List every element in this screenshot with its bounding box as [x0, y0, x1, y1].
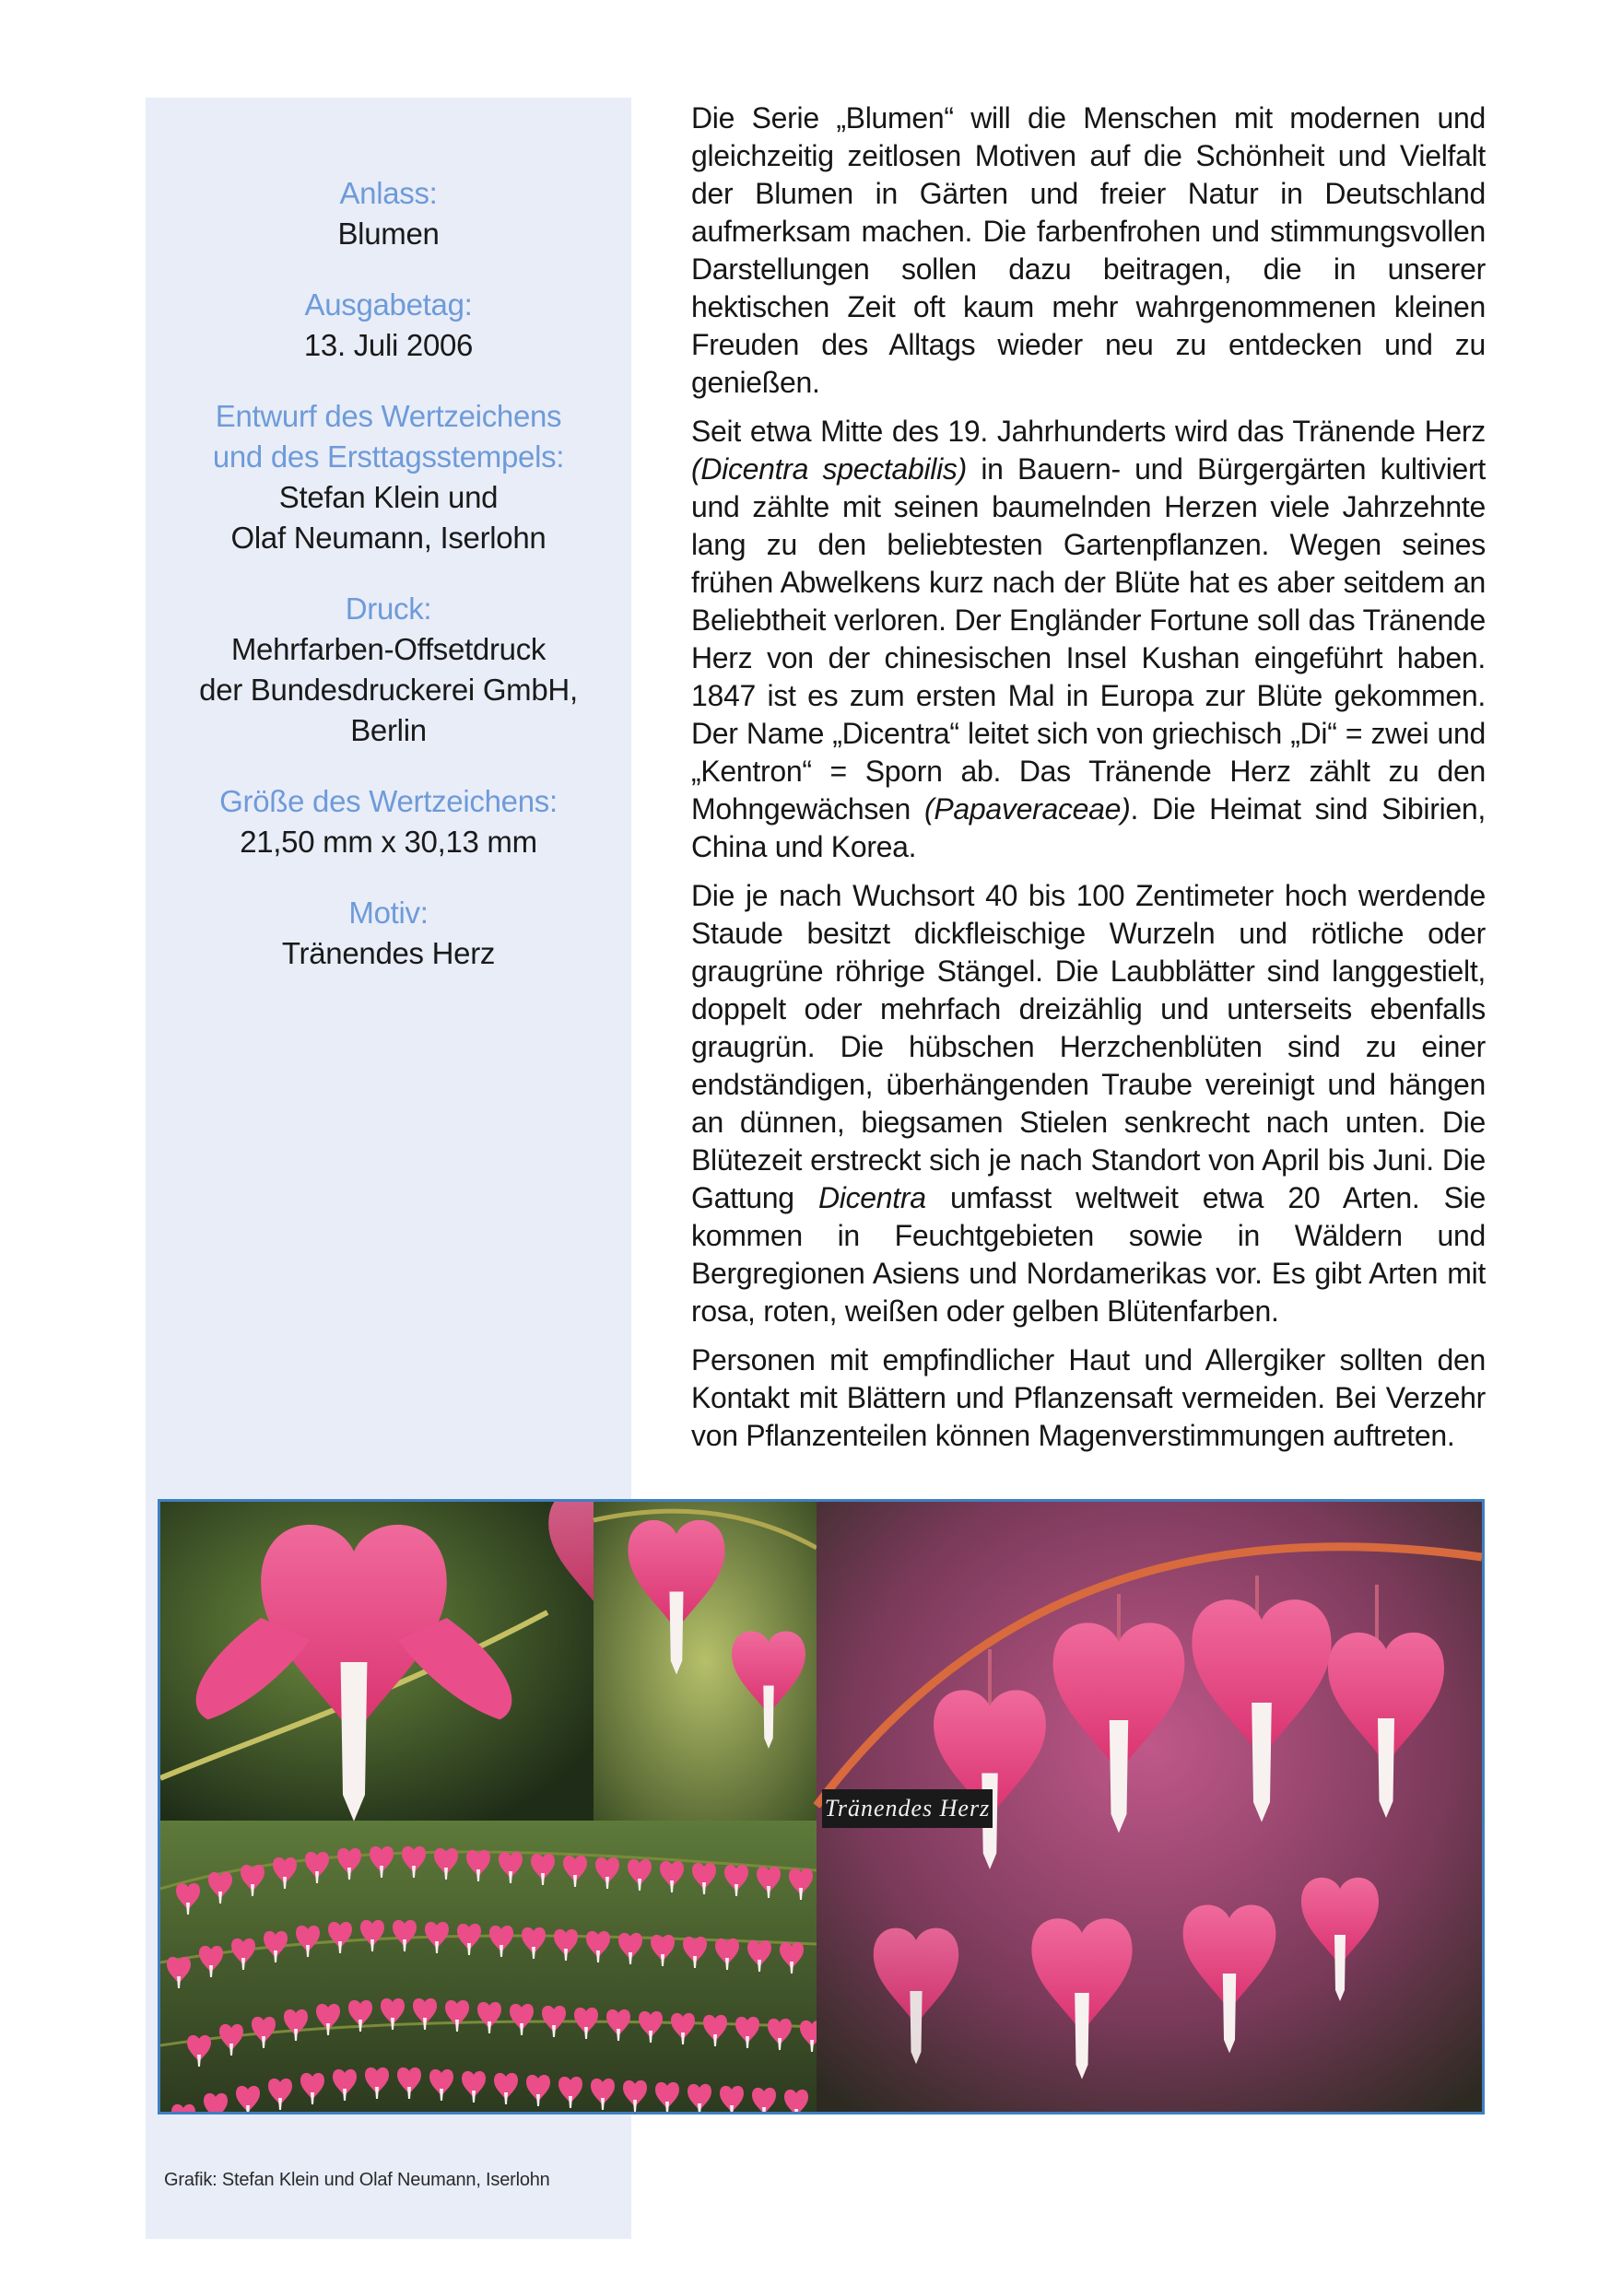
info-label: Ausgabetag:	[304, 287, 473, 322]
paragraph-history	[691, 413, 1486, 866]
info-value: Mehrfarben-Offsetdruck	[230, 632, 547, 666]
flower-photo-collage	[158, 1499, 1485, 2114]
info-value: der Bundesdruckerei GmbH,	[199, 673, 578, 707]
info-value: Olaf Neumann, Iserlohn	[230, 521, 547, 555]
info-issue-date	[146, 285, 631, 366]
info-value: 21,50 mm x 30,13 mm	[240, 825, 537, 859]
info-design	[146, 396, 631, 558]
info-label: Druck:	[345, 592, 432, 626]
paragraph-intro: Die Serie „Blumen“ will die Menschen mit modernen und gleichzeitig zeitlosen Motiven auf die Schönheit und Vielfalt der Blumen in Gärten und freier Natur in Deutschland aufmerksam machen. Die farbenfrohen und stimmungsvollen Darstellungen sollen dazu beitragen, die in unserer hektischen Zeit oft kaum mehr wahrgenommenen kleinen Freuden des Alltags wieder neu zu entdecken und zu genießen.	[691, 101, 1486, 399]
text-run: Die je nach Wuchsort 40 bis 100 Zentimeter hoch werdende Staude besitzt dickfleischige Wurzeln und rötliche oder graugrüne röhrige Stängel. Die Laubblätter sind langgestielt, doppelt oder mehrfach dreizählig und unterseits ebenfalls graugrün. Die hübschen Herzchenblüten sind zu einer endständigen, überhängenden Traube vereinigt und hängen an dünnen, biegsamen Stielen senkrecht nach unten. Die Blütezeit erstreckt sich je nach Standort von April bis Juni. Die Gattung	[691, 879, 1486, 1214]
info-value: Stefan Klein und	[278, 480, 499, 514]
paragraph-warning: Personen mit empfindlicher Haut und Allergiker sollten den Kontakt mit Blättern und Pflanzensaft vermeiden. Bei Verzehr von Pflanzenteilen können Magenverstimmungen auftreten.	[691, 1343, 1486, 1452]
info-size	[146, 781, 631, 862]
info-print	[146, 589, 631, 751]
info-label: Größe des Wertzeichens:	[219, 784, 558, 818]
genus-name: Dicentra	[817, 1181, 926, 1214]
info-label: Anlass:	[339, 176, 438, 210]
info-value: Berlin	[350, 713, 427, 747]
text-run: umfasst weltweit etwa 20 Arten. Sie kommen in Feuchtgebieten sowie in Wäldern und Bergregionen Asiens und Nordamerikas vor. Es gibt Arten mit rosa, roten, weißen oder gelben Blütenfarben.	[691, 1181, 1486, 1328]
article-body	[691, 100, 1486, 1466]
text-run: Seit etwa Mitte des 19. Jahrhunderts wird das Tränende Herz	[691, 415, 1486, 448]
info-value: 13. Juli 2006	[303, 328, 474, 362]
collage-illustration	[160, 1502, 1482, 2112]
info-label: Motiv:	[348, 896, 429, 930]
text-run: in Bauern- und Bürgergärten kultiviert und zählte mit seinen baumelnden Herzen viele Jahrzehnte lang zu den beliebtesten Gartenpflanzen. Wegen seines frühen Abwelkens kurz nach der Blüte hat es aber seitdem an Beliebtheit verloren. Der Engländer Fortune soll das Tränende Herz von der chinesischen Insel Kushan eingeführt haben. 1847 ist es zum ersten Mal in Europa zur Blüte gekommen. Der Name „Dicentra“ leitet sich von griechisch „Di“ = zwei und „Kentron“ = Sporn ab. Das Tränende Herz zählt zu den Mohngewächsen	[691, 452, 1486, 826]
info-motif	[146, 893, 631, 974]
text-run: . Die Heimat sind Sibirien, China und Korea.	[691, 792, 1486, 863]
family-name: (Papaveraceae)	[924, 792, 1131, 826]
latin-name: (Dicentra spectabilis)	[691, 452, 967, 486]
photo-caption-tag: Tränendes Herz	[822, 1789, 993, 1828]
image-credit: Grafik: Stefan Klein und Olaf Neumann, Iserlohn	[164, 2170, 550, 2190]
info-label: Entwurf des Wertzeichens und des Ersttagsstempels:	[212, 399, 565, 474]
issue-info	[146, 173, 631, 1004]
info-occasion	[146, 173, 631, 254]
paragraph-botany	[691, 877, 1486, 1330]
info-value: Tränendes Herz	[281, 936, 496, 970]
info-value: Blumen	[337, 217, 440, 251]
